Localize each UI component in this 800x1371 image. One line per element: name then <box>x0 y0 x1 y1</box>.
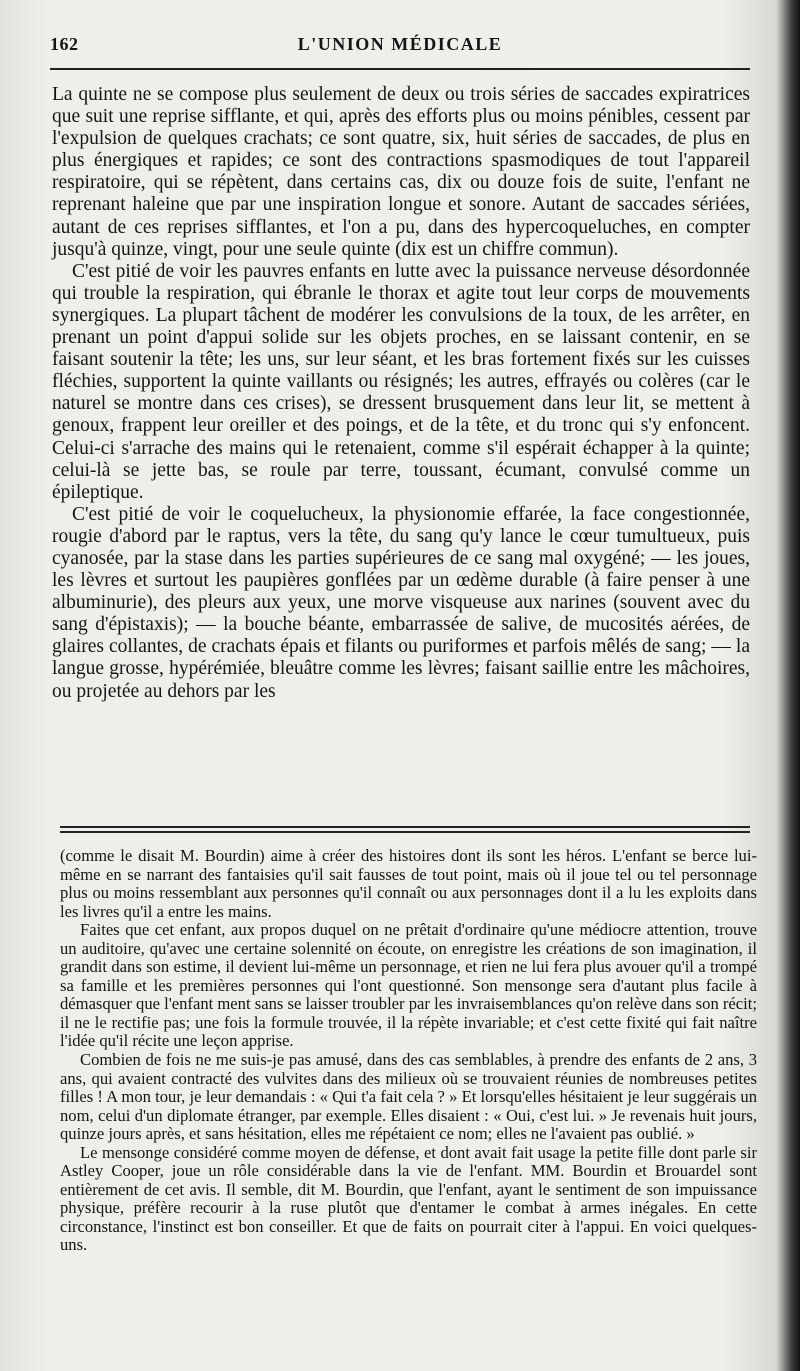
page-number: 162 <box>50 34 79 54</box>
main-paragraph: C'est pitié de voir le coquelucheux, la physionomie effarée, la face congestionnée, rougie d'abord par le raptus, vers la tête, du sang qu'y lance le cœur tumultueux, puis cyanosée, par la stase dans les parties supérieures de ce sang mal oxygéné; — les joues, les lèvres et surtout les paupières gonflées par un œdème durable (à faire penser à une albuminurie), des pleurs aux yeux, une morve visqueuse aux narines (souvent avec du sang d'épistaxis); — la bouche béante, embarrassée de salive, de mucosités aérées, de glaires collantes, de crachats épais et filants ou puriformes et parfois mêlés de sang; — la langue grosse, hypérémiée, bleuâtre comme les lèvres; faisant saillie entre les mâchoires, ou projetée au dehors par les <box>52 503 750 702</box>
main-paragraph: La quinte ne se compose plus seulement de deux ou trois séries de saccades expiratrices que suit une reprise sifflante, et qui, après des efforts plus ou moins pénibles, cessent par l'expulsion de quelques crachats; ce sont quatre, six, huit séries de saccades, de plus en plus énergiques et rapides; ce sont des contractions spasmodiques de tout l'appareil respiratoire, qui se répètent, dans certains cas, dix ou douze fois de suite, l'enfant ne reprenant haleine que par une inspiration longue et sonore. Autant de saccades sériées, autant de ces reprises sifflantes, et l'on a pu, dans des hypercoqueluches, en compter jusqu'à quinze, vingt, pour une seule quinte (dix est un chiffre commun). <box>52 84 750 260</box>
notes-paragraph: Combien de fois ne me suis-je pas amusé, dans des cas semblables, à prendre des enfants de 2 ans, 3 ans, qui avaient contracté des vulvites dans des milieux où se trouvaient réunies de nombreuses petites filles ! A mon tour, je leur demandais : « Qui t'a fait cela ? » Et lorsqu'elles hésitaient je leur suggérais un nom, celui d'un diplomate étranger, par exemple. Elles disaient : « Oui, c'est lui. » Je revenais huit jours, quinze jours après, et sans hésitation, elles me répétaient ce nom; elles ne l'avaient pas oublié. » <box>60 1050 757 1144</box>
notes-paragraph: Le mensonge considéré comme moyen de défense, et dont avait fait usage la petite fille dont parle sir Astley Cooper, joue un rôle considérable dans la vie de l'enfant. MM. Bourdin et Brouardel sont entièrement de cet avis. Il semble, dit M. Bourdin, que l'enfant, ayant le sentiment de son impuissance physique, préfère recourir à la ruse plutôt que d'entamer le combat à armes inégales. En cette circonstance, l'instinct est bon conseiller. Et que de faits on pourrait citer à l'appui. En voici quelques-uns. <box>60 1142 757 1255</box>
page-header <box>50 34 750 58</box>
header-rule <box>50 68 750 70</box>
notes-paragraph: Faites que cet enfant, aux propos duquel on ne prêtait d'ordinaire qu'une médiocre attention, trouve un auditoire, qu'avec une certaine solennité on écoute, on enregistre les créations de son imagination, il grandit dans son estime, il devient lui-même un personnage, et rien ne lui fera plus avouer qu'il a trompé sa famille et les premières personnes qui l'ont questionné. Son mensonge sera d'autant plus facile à démasquer que l'enfant ment sans se laisser troubler par les invraisemblances qu'on relève dans son récit; il ne le rectifie pas; une fois la formule trouvée, il la répète invariable; et c'est cette fixité qui fait naître l'idée qu'il récite une leçon apprise. <box>60 920 757 1051</box>
section-divider <box>60 826 750 833</box>
running-title: L'UNION MÉDICALE <box>297 34 503 54</box>
notes-text <box>60 847 757 1255</box>
notes-paragraph: (comme le disait M. Bourdin) aime à créer des histoires dont ils sont les héros. L'enfant se berce lui-même en se narrant des fantaisies qu'il sait fausses de tout point, mais où il joue tel ou tel personnage plus ou moins ressemblant aux personnes qu'il connaît ou aux personnages dont il a lu les exploits dans les livres qu'il a entre les mains. <box>60 846 757 921</box>
main-text <box>52 84 750 703</box>
main-paragraph: C'est pitié de voir les pauvres enfants en lutte avec la puissance nerveuse désordonnée qui trouble la respiration, qui ébranle le thorax et agite tout leur corps de mouvements synergiques. La plupart tâchent de modérer les convulsions de la toux, de les arrêter, en prenant un point d'appui solide sur les objets proches, en se laissant contenir, en se faisant soutenir la tête; les uns, sur leur séant, et les bras fortement fixés sur les cuisses fléchies, supportent la quinte vaillants ou résignés; les autres, effrayés ou colères (car le naturel se montre dans ces crises), se dressent brusquement dans leur lit, se mettent à genoux, frappent leur oreiller et des poings, et de la tête, et du tronc qui s'y enfoncent. Celui-ci s'arrache des mains qui le retenaient, comme s'il espérait échapper à la quinte; celui-là se jette bas, se roule par terre, toussant, écumant, convulsé comme un épileptique. <box>52 260 750 503</box>
